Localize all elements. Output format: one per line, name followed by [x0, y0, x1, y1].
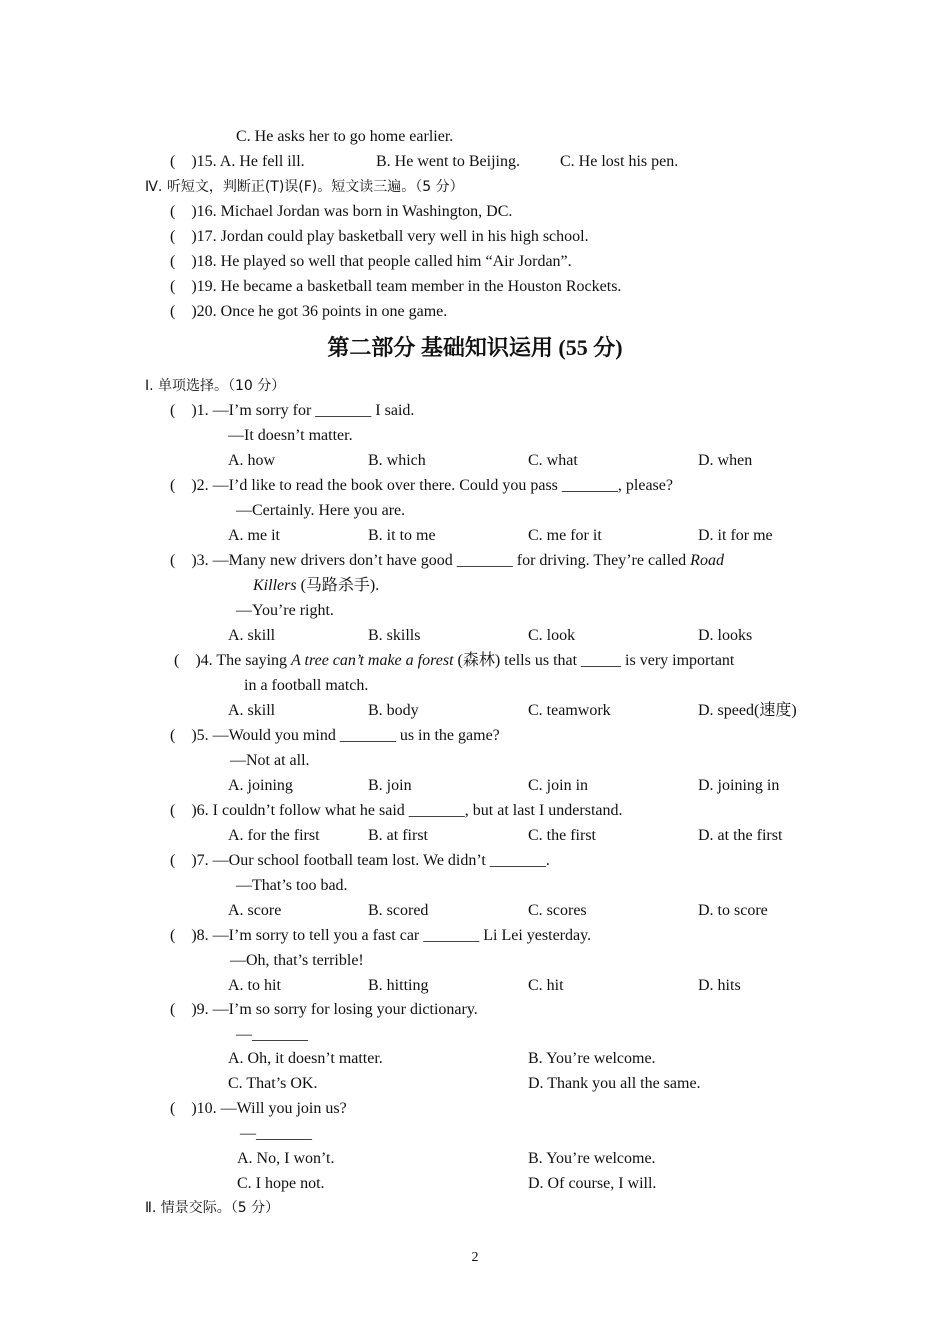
q10-option-a: A. No, I won’t. — [237, 1150, 335, 1167]
q7-option-a: A. score — [228, 902, 282, 919]
q8-option-b: B. hitting — [368, 977, 429, 994]
q3-reply: —You’re right. — [236, 602, 334, 619]
q10-reply: —_______ — [240, 1125, 312, 1142]
q9-option-b: B. You’re welcome. — [528, 1050, 656, 1067]
section-i-header: Ⅰ. 单项选择。（10 分） — [145, 378, 286, 394]
q7-option-d: D. to score — [698, 902, 768, 919]
q8-reply: —Oh, that’s terrible! — [230, 952, 364, 969]
tf-item-16: ( )16. Michael Jordan was born in Washington, DC. — [170, 203, 513, 220]
q10-stem: ( )10. —Will you join us? — [170, 1100, 347, 1117]
q2-reply: —Certainly. Here you are. — [236, 502, 406, 519]
q1-option-a: A. how — [228, 452, 276, 469]
q1-stem: ( )1. —I’m sorry for _______ I said. — [170, 402, 415, 419]
q9-stem: ( )9. —I’m so sorry for losing your dictionary. — [170, 1001, 478, 1018]
q2-option-c: C. me for it — [528, 527, 602, 544]
q6-stem: ( )6. I couldn’t follow what he said _______, but at last I understand. — [170, 802, 623, 819]
q5-stem: ( )5. —Would you mind _______ us in the game? — [170, 727, 500, 744]
section-iv-header: Ⅳ. 听短文，判断正(T)误(F)。短文读三遍。（5 分） — [145, 179, 464, 195]
q6-option-a: A. for the first — [228, 827, 320, 844]
q4-option-a: A. skill — [228, 702, 276, 719]
q15-option-c: C. He lost his pen. — [560, 153, 679, 170]
tf-item-17: ( )17. Jordan could play basketball very well in his high school. — [170, 228, 589, 245]
q5-option-d: D. joining in — [698, 777, 780, 794]
q2-stem: ( )2. —I’d like to read the book over there. Could you pass _______, please? — [170, 477, 673, 494]
q4-option-d: D. speed(速度) — [698, 702, 797, 719]
part2-title: 第二部分 基础知识运用 (55 分) — [327, 335, 623, 360]
q3-option-d: D. looks — [698, 627, 753, 644]
q15-stem: ( )15. A. He fell ill. — [170, 153, 305, 170]
q1-option-d: D. when — [698, 452, 753, 469]
q15-option-b: B. He went to Beijing. — [376, 153, 520, 170]
q2-option-a: A. me it — [228, 527, 280, 544]
q10-option-c: C. I hope not. — [237, 1175, 325, 1192]
q2-option-b: B. it to me — [368, 527, 436, 544]
q8-option-a: A. to hit — [228, 977, 281, 994]
q1-option-b: B. which — [368, 452, 426, 469]
q4-option-b: B. body — [368, 702, 419, 719]
section-ii-header: Ⅱ. 情景交际。（5 分） — [145, 1200, 280, 1216]
q3-option-c: C. look — [528, 627, 576, 644]
q5-option-a: A. joining — [228, 777, 293, 794]
q1-option-c: C. what — [528, 452, 578, 469]
q7-reply: —That’s too bad. — [236, 877, 348, 894]
tf-item-18: ( )18. He played so well that people called him “Air Jordan”. — [170, 253, 572, 270]
q9-option-c: C. That’s OK. — [228, 1075, 318, 1092]
q4-option-c: C. teamwork — [528, 702, 611, 719]
q8-option-c: C. hit — [528, 977, 564, 994]
q14-option-c: C. He asks her to go home earlier. — [236, 128, 454, 145]
q9-option-a: A. Oh, it doesn’t matter. — [228, 1050, 383, 1067]
q10-option-d: D. Of course, I will. — [528, 1175, 657, 1192]
q3-stem-line2: Killers (马路杀手). — [253, 577, 380, 594]
q8-stem: ( )8. —I’m sorry to tell you a fast car _______ Li Lei yesterday. — [170, 927, 592, 944]
q7-option-b: B. scored — [368, 902, 429, 919]
q7-stem: ( )7. —Our school football team lost. We didn’t _______. — [170, 852, 550, 869]
q4-stem-line2: in a football match. — [244, 677, 369, 694]
q7-option-c: C. scores — [528, 902, 587, 919]
q5-reply: —Not at all. — [230, 752, 310, 769]
q9-option-d: D. Thank you all the same. — [528, 1075, 701, 1092]
q8-option-d: D. hits — [698, 977, 741, 994]
page-number: 2 — [471, 1250, 479, 1265]
q6-option-c: C. the first — [528, 827, 596, 844]
q2-option-d: D. it for me — [698, 527, 773, 544]
tf-item-20: ( )20. Once he got 36 points in one game. — [170, 303, 448, 320]
tf-item-19: ( )19. He became a basketball team member in the Houston Rockets. — [170, 278, 622, 295]
q3-stem: ( )3. —Many new drivers don’t have good _______ for driving. They’re called Road — [170, 552, 724, 569]
q5-option-b: B. join — [368, 777, 412, 794]
q3-option-b: B. skills — [368, 627, 421, 644]
q5-option-c: C. join in — [528, 777, 589, 794]
q1-reply: —It doesn’t matter. — [228, 427, 353, 444]
q6-option-b: B. at first — [368, 827, 428, 844]
q10-option-b: B. You’re welcome. — [528, 1150, 656, 1167]
q4-stem: ( )4. The saying A tree can’t make a forest (森林) tells us that _____ is very important — [174, 652, 735, 669]
q9-reply: —_______ — [236, 1026, 308, 1043]
q6-option-d: D. at the first — [698, 827, 783, 844]
q3-option-a: A. skill — [228, 627, 276, 644]
